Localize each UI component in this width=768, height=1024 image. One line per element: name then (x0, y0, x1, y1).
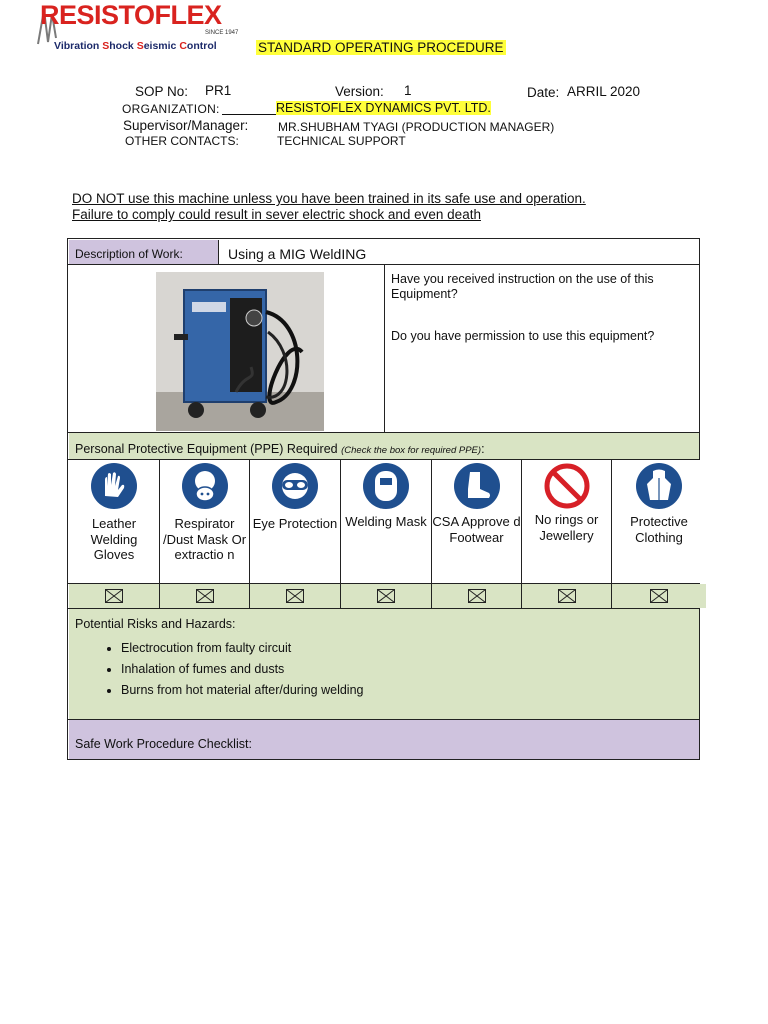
tagline-word: Vibration (54, 40, 103, 52)
apron-icon (635, 462, 683, 510)
welding-mask-icon (362, 462, 410, 510)
ppe-header-colon: : (481, 442, 485, 456)
ppe-item (612, 460, 706, 583)
description-value: Using a MIG WeldING (228, 246, 367, 262)
ppe-header-note: (Check the box for required PPE) (341, 445, 482, 456)
ppe-item-label: Protective Clothing (630, 514, 688, 545)
ppe-checkbox[interactable] (105, 589, 123, 603)
risk-item: • Electrocution from faulty circuit (121, 641, 699, 655)
warning-line-2: Failure to comply could result in sever electric shock and even death (72, 207, 481, 222)
row-divider (68, 583, 699, 584)
warning-line-1: DO NOT use this machine unless you have been trained in its safe use and operation. (72, 191, 586, 206)
ppe-checkbox[interactable] (286, 589, 304, 603)
ppe-checkbox[interactable] (650, 589, 668, 603)
permission-question: Do you have permission to use this equipment? (391, 329, 655, 343)
organization-value: RESISTOFLEX DYNAMICS PVT. LTD. (276, 101, 491, 115)
risks-section (69, 609, 699, 719)
ppe-checkbox-cell (432, 584, 521, 608)
risks-list (75, 641, 699, 697)
row-divider (68, 459, 699, 460)
logo-since: SINCE 1947 (205, 30, 239, 36)
ppe-item-label: Eye Protection (252, 516, 338, 531)
ppe-checkbox-cell (341, 584, 431, 608)
mig-welder-photo (156, 272, 324, 431)
ppe-item-label: Welding Mask (345, 514, 427, 529)
ppe-item (341, 460, 431, 583)
risks-title: Potential Risks and Hazards: (75, 617, 236, 631)
sop-number-value: PR1 (205, 83, 232, 98)
ppe-item (432, 460, 521, 583)
ppe-checkbox[interactable] (196, 589, 214, 603)
ppe-item-label: No rings or Jewellery (534, 512, 599, 543)
gloves-icon (90, 462, 138, 510)
ppe-item-label: Respirator /Dust Mask Or extractio n (162, 516, 247, 562)
tagline-word: hock (109, 40, 137, 52)
mig-welder-icon (156, 272, 324, 431)
ppe-item (250, 460, 340, 583)
ppe-item-label: CSA Approve d Footwear (432, 514, 521, 545)
tagline-word: eismic (143, 40, 180, 52)
column-divider (384, 264, 385, 432)
tagline-word: ontrol (186, 40, 217, 52)
tagline-word-red: S (136, 40, 144, 52)
organization-label: ORGANIZATION: (122, 102, 220, 116)
ppe-checkbox[interactable] (558, 589, 576, 603)
supervisor-value: MR.SHUBHAM TYAGI (PRODUCTION MANAGER) (278, 120, 555, 134)
ppe-checkbox-cell (69, 584, 159, 608)
version-label: Version: (335, 84, 384, 99)
version-value: 1 (404, 83, 412, 98)
no-jewellery-icon (543, 462, 591, 510)
supervisor-label: Supervisor/Manager: (123, 118, 249, 133)
logo-name: RESISTOFLEX (40, 0, 222, 30)
boot-icon (453, 462, 501, 510)
ppe-checkbox[interactable] (468, 589, 486, 603)
date-value: ARRIL 2020 (567, 84, 641, 99)
ppe-item (522, 460, 611, 583)
risk-item: • Burns from hot material after/during welding (121, 683, 699, 697)
sop-number-label: SOP No: (135, 84, 189, 99)
ppe-header (69, 433, 699, 459)
date-label: Date: (527, 85, 560, 100)
instruction-question: Have you received instruction on the use of this Equipment? (391, 272, 654, 301)
checklist-title: Safe Work Procedure Checklist: (75, 737, 252, 751)
ppe-checkbox-cell (522, 584, 611, 608)
sop-table (67, 238, 700, 760)
risk-item: • Inhalation of fumes and dusts (121, 662, 699, 676)
ppe-item-label: Leather Welding Gloves (90, 516, 138, 562)
organization-underline (222, 114, 276, 115)
ppe-checkbox-cell (612, 584, 706, 608)
description-label: Description of Work: (69, 240, 219, 264)
ppe-item (160, 460, 249, 583)
other-contacts-value: TECHNICAL SUPPORT (277, 134, 406, 148)
tagline-word-red: C (179, 40, 187, 52)
ppe-item (69, 460, 159, 583)
ppe-checkbox[interactable] (377, 589, 395, 603)
tagline-word-red: S (102, 40, 110, 52)
ppe-header-title: Personal Protective Equipment (PPE) Required (75, 442, 338, 456)
goggles-icon (271, 462, 319, 510)
other-contacts-label: OTHER CONTACTS: (125, 134, 239, 148)
checklist-section (69, 720, 699, 759)
ppe-checkbox-cell (160, 584, 249, 608)
safety-warning (72, 191, 586, 223)
ppe-checkbox-cell (250, 584, 340, 608)
respirator-icon (181, 462, 229, 510)
logo-tagline (54, 40, 217, 52)
document-title: STANDARD OPERATING PROCEDURE (258, 40, 504, 55)
